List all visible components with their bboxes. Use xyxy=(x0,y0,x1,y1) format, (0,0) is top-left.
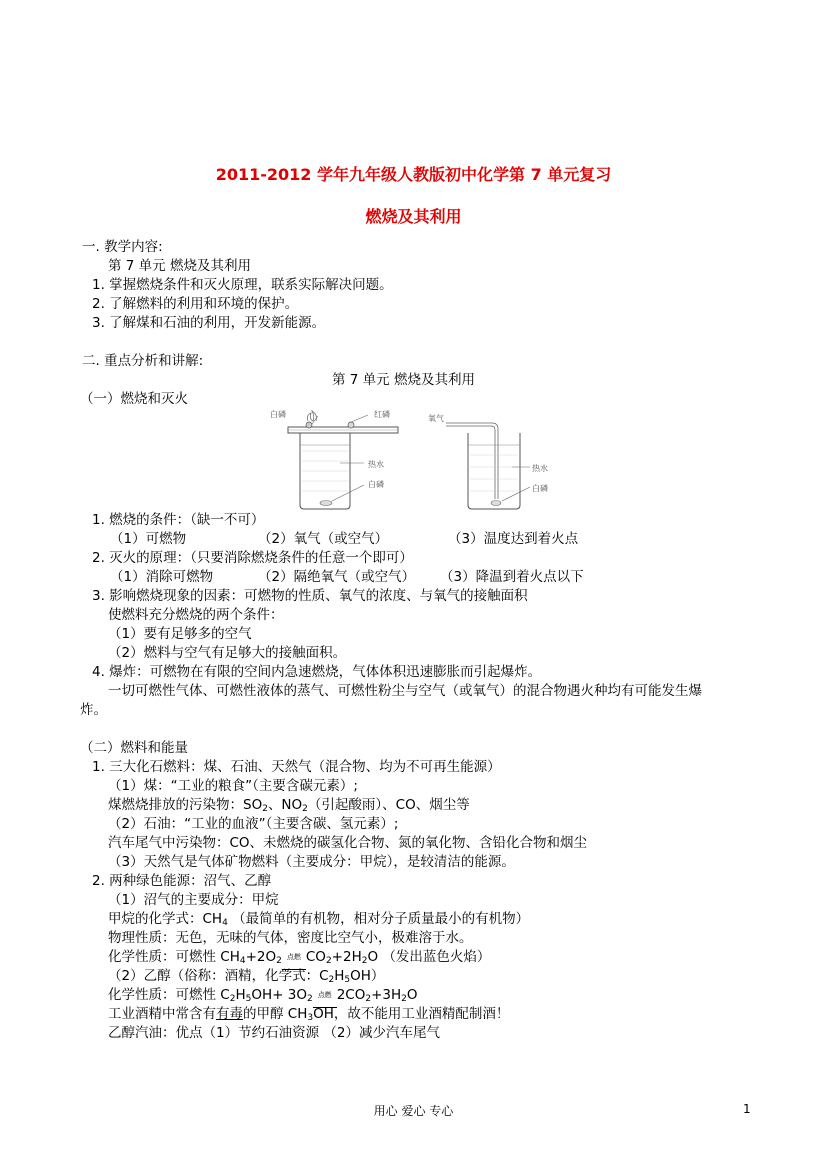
paragraph: 炸。 xyxy=(80,702,107,718)
paragraph: （2）石油：“工业的血液”（主要含碳、氢元素）; xyxy=(108,816,399,832)
paragraph: 2. 两种绿色能源：沼气、乙醇 xyxy=(92,873,272,889)
document-subtitle: 燃烧及其利用 xyxy=(365,207,462,226)
section-heading: 一. 教学内容: xyxy=(82,239,163,255)
paragraph: 汽车尾气中污染物：CO、未燃烧的碳氢化合物、氮的氧化物、含铅化合物和烟尘 xyxy=(108,835,588,851)
subsection-heading: （二）燃料和能量 xyxy=(80,740,188,756)
center-title: 第 7 单元 燃烧及其利用 xyxy=(332,372,475,388)
figure-label: 红磷 xyxy=(374,410,390,419)
unit-line: 第 7 单元 燃烧及其利用 xyxy=(108,258,251,274)
experiment-figure-left xyxy=(268,405,418,513)
paragraph: （1）煤：“工业的粮食”（主要含碳元素）; xyxy=(108,778,358,794)
paragraph: （3）温度达到着火点 xyxy=(448,531,579,547)
paragraph: 工业酒精中常含有有毒的甲醇 $CH_3OH$，故不能用工业酒精配制酒！ xyxy=(108,1006,510,1023)
list-item: 2. 了解燃料的利用和环境的保护。 xyxy=(92,296,299,312)
paragraph: （2）氧气（或空气） xyxy=(258,531,389,547)
paragraph: 1. 三大化石燃料：煤、石油、天然气（混合物、均为不可再生能源） xyxy=(92,759,501,775)
list-item: 1. 掌握燃烧条件和灭火原理，联系实际解决问题。 xyxy=(92,277,393,293)
figure-label: 热水 xyxy=(532,464,548,473)
page-number: 1 xyxy=(743,1102,751,1116)
paragraph: 煤燃烧排放的污染物：$SO_2$、$NO_2$（引起酸雨）、CO、烟尘等 xyxy=(108,797,470,814)
section-heading: 二. 重点分析和讲解: xyxy=(82,353,204,369)
figure-label: 热水 xyxy=(368,460,384,469)
paragraph: （1）消除可燃物 xyxy=(110,569,214,585)
experiment-figure-right xyxy=(428,405,558,513)
paragraph: 物理性质：无色，无味的气体，密度比空气小，极难溶于水。 xyxy=(108,930,473,946)
equation-line: 化学性质：可燃性 $CH_4+2O_2$ 点燃 $CO_2+2H_2O$ （发出蓝色火焰） xyxy=(108,948,490,966)
paragraph: （1）可燃物 xyxy=(110,531,187,547)
figure-label: 白磷 xyxy=(532,484,548,493)
paragraph: （2）隔绝氧气（或空气） xyxy=(258,569,416,585)
paragraph: （3）降温到着火点以下 xyxy=(440,569,584,585)
paragraph: （3）天然气是气体矿物燃料（主要成分：甲烷），是较清洁的能源。 xyxy=(108,854,515,870)
paragraph: （2）乙醇（俗称：酒精，化学式：$C_2H_5OH$） xyxy=(108,968,385,985)
subsection-heading: （一）燃烧和灭火 xyxy=(80,391,188,407)
paragraph: 3. 影响燃烧现象的因素：可燃物的性质、氧气的浓度、与氧气的接触面积 xyxy=(92,588,528,604)
figure-label: 氧气 xyxy=(428,414,444,423)
paragraph: （2）燃料与空气有足够大的接触面积。 xyxy=(108,645,347,661)
paragraph: 一切可燃性气体、可燃性液体的蒸气、可燃性粉尘与空气（或氧气）的混合物遇火种均有可能发生爆 xyxy=(108,683,702,699)
page-footer: 用心 爱心 专心 xyxy=(373,1104,454,1118)
paragraph: （1）沼气的主要成分：甲烷 xyxy=(108,892,279,908)
equation-line: 化学性质：可燃性 $C_2H_5OH+ 3O_2$ 点燃 $2CO_2+3H_2O$ xyxy=(108,986,418,1004)
figure-label: 白磷 xyxy=(270,410,286,419)
paragraph: （1）要有足够多的空气 xyxy=(108,626,252,642)
figure-label: 白磷 xyxy=(368,480,384,489)
paragraph: 4. 爆炸：可燃物在有限的空间内急速燃烧，气体体积迅速膨胀而引起爆炸。 xyxy=(92,664,542,680)
paragraph: 2. 灭火的原理：（只要消除燃烧条件的任意一个即可） xyxy=(92,550,413,566)
paragraph: 使燃料充分燃烧的两个条件： xyxy=(108,607,284,623)
paragraph: 1. 燃烧的条件：（缺一不可） xyxy=(92,512,265,528)
list-item: 3. 了解煤和石油的利用，开发新能源。 xyxy=(92,315,326,331)
document-title: 2011-2012 学年九年级人教版初中化学第 7 单元复习 xyxy=(215,165,612,184)
paragraph: 甲烷的化学式：$CH_4$ （最简单的有机物，相对分子质量最小的有机物） xyxy=(108,911,530,928)
paragraph: 乙醇汽油：优点（1）节约石油资源 （2）减少汽车尾气 xyxy=(108,1025,440,1041)
